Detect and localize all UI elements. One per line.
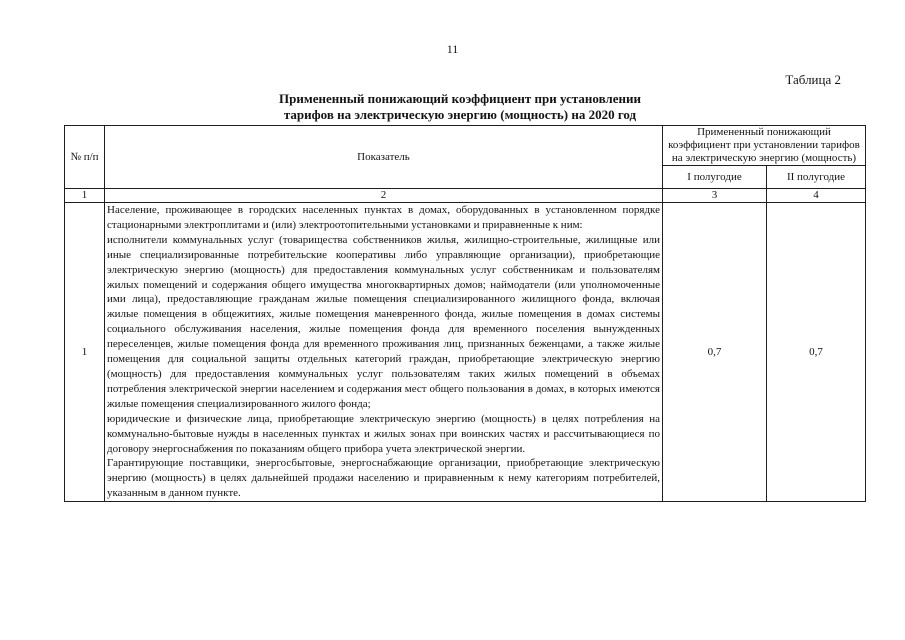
row-number: 1 [65, 203, 105, 502]
row-indicator-text [105, 203, 663, 502]
tariff-coefficient-table [64, 125, 866, 502]
document-title-line-2: тарифов на электрическую энергию (мощность) на 2020 год [283, 107, 637, 122]
table-label: Таблица 2 [785, 72, 841, 87]
indicator-paragraph: исполнители коммунальных услуг (товарищества собственников жилья, жилищно-строительные, жилищные или иные специализированные потребительские кооперативы либо управляющие организации), приобретающие электрическую энергию (мощность) для предоставления коммунальных услуг собственникам и пользователям жилых помещений и содержания общего имущества многоквартирных домов; наймодатели (или уполномоченные ими лица), предоставляющие гражданам жилые помещения специализированного жилищного фонда, включая жилые помещения в общежитиях, жилые помещения маневренного фонда, жилые помещения в домах системы социального обслуживания населения, жилые помещения фонда для временного поселения вынужденных переселенцев, жилые помещения фонда для временного проживания лиц, признанных беженцами, а также жилые помещения для социальной защиты отдельных категорий граждан, приобретающие электрическую энергию (мощность) для предоставления коммунальных услуг пользователям таких жилых помещений в объемах потребления электрической энергии населением и содержания мест общего пользования в домах, в которых имеются жилые помещения специализированного жилого фонда; [107, 233, 660, 410]
document-title [180, 91, 740, 123]
row-value-first-half: 0,7 [663, 203, 767, 502]
table-row [65, 203, 866, 502]
column-index-3: 3 [663, 189, 767, 203]
column-index-2: 2 [105, 189, 663, 203]
header-indicator: Показатель [105, 126, 663, 189]
header-second-half-year: II полугодие [767, 166, 866, 189]
indicator-paragraph: Гарантирующие поставщики, энергосбытовые, энергоснабжающие организации, приобретающие электрическую энергию (мощность) в целях дальнейшей продажи населению и приравненным к нему категориям потребителей, указанным в данном пункте. [107, 457, 660, 500]
column-index-row [65, 189, 866, 203]
document-title-line-1: Примененный понижающий коэффициент при установлении [279, 91, 641, 106]
header-number: № п/п [65, 126, 105, 189]
row-value-second-half: 0,7 [767, 203, 866, 502]
page-number: 11 [446, 42, 459, 56]
column-index-1: 1 [65, 189, 105, 203]
column-index-4: 4 [767, 189, 866, 203]
indicator-paragraph: юридические и физические лица, приобретающие электрическую энергию (мощность) в целях потребления на коммунально-бытовые нужды в населенных пунктах и жилых зонах при воинских частях и рассчитывающиеся по договору энергоснабжения по показаниям общего прибора учета электрической энергии. [107, 412, 660, 455]
indicator-paragraph: Население, проживающее в городских населенных пунктах в домах, оборудованных в установленном порядке стационарными электроплитами и (или) электроотопительными установками и приравненные к ним: [107, 204, 660, 231]
header-coefficient: Примененный понижающий коэффициент при установлении тарифов на электрическую энергию (мощность) [663, 126, 866, 166]
header-first-half-year: I полугодие [663, 166, 767, 189]
table-header-row [65, 126, 866, 166]
